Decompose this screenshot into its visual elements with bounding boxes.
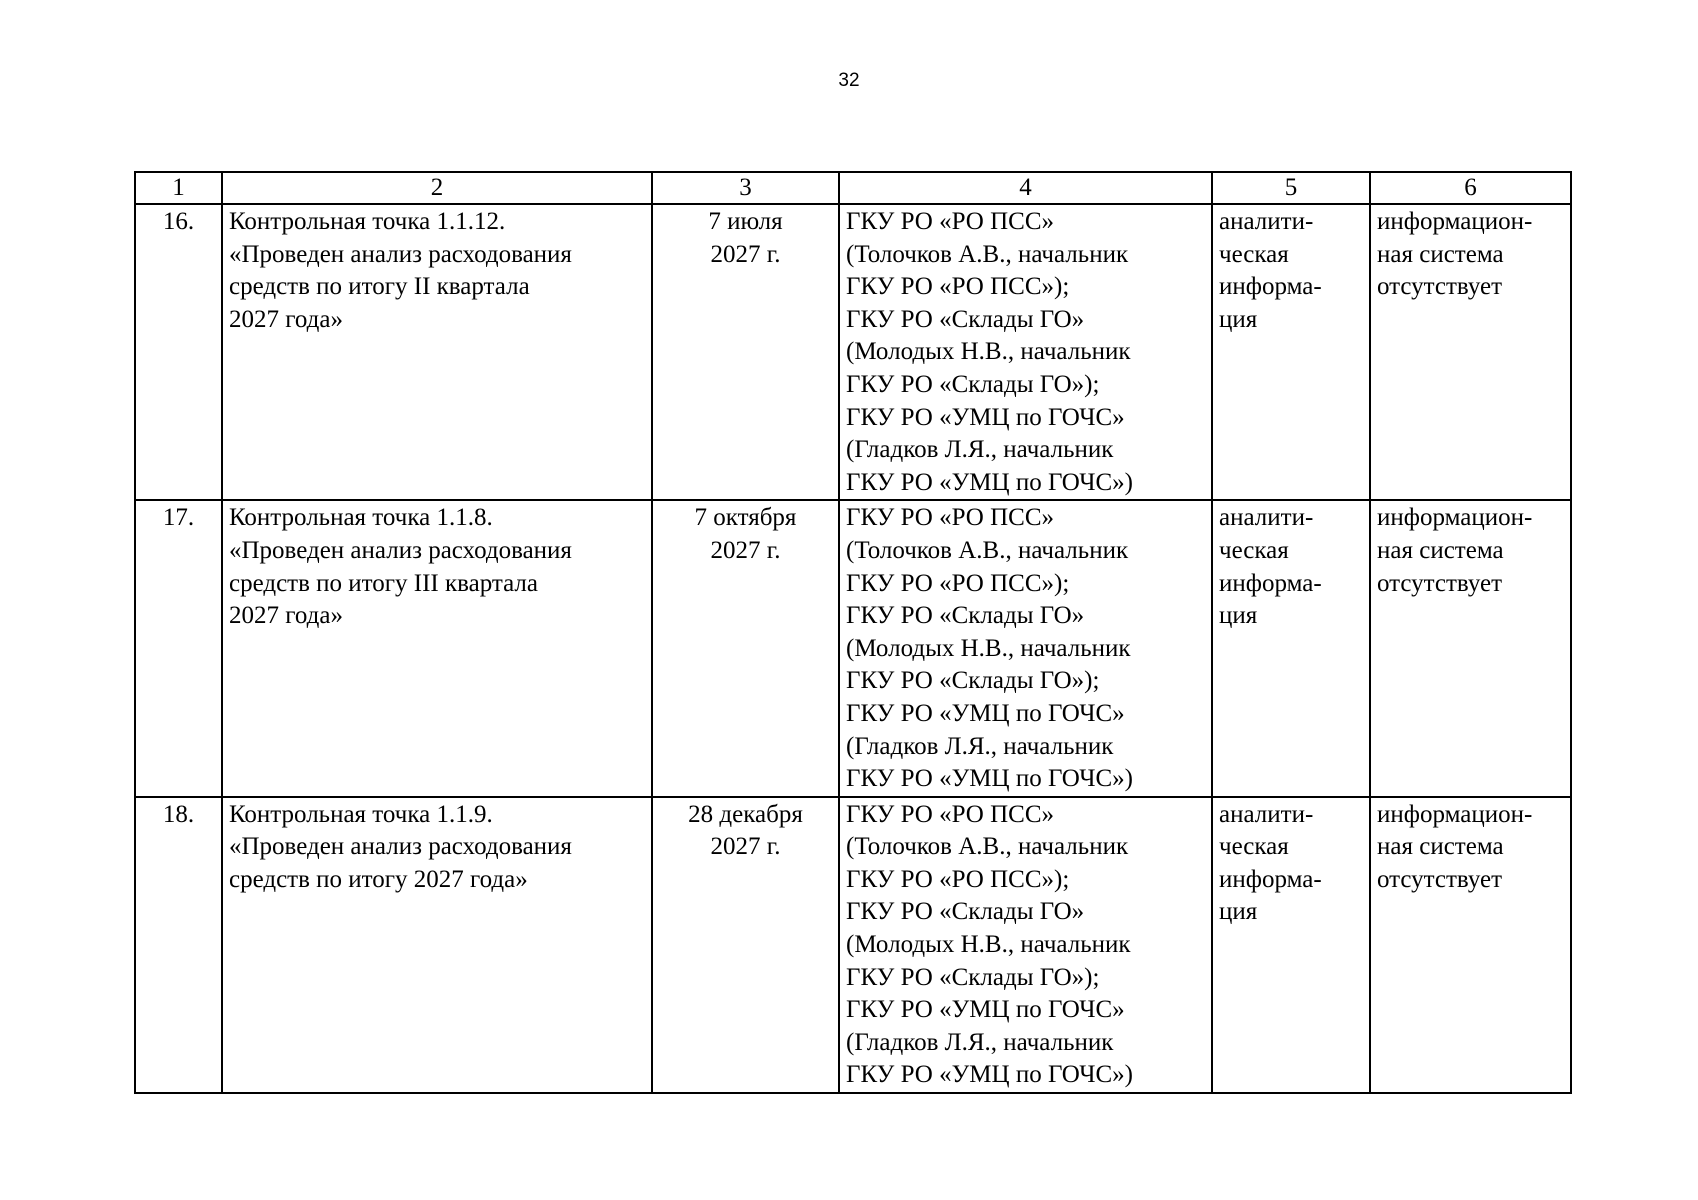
column-header: 4 xyxy=(839,172,1212,204)
event-line: средств по итогу III квартала xyxy=(229,569,538,597)
table-row xyxy=(135,797,1571,1093)
document-line: ция xyxy=(1219,305,1258,333)
table-row xyxy=(135,204,1571,500)
row-number: 18. xyxy=(135,797,222,1093)
responsible-line: ГКУ РО «Склады ГО»); xyxy=(846,667,1100,695)
responsible-line: ГКУ РО «Склады ГО»); xyxy=(846,370,1100,398)
document-line: ция xyxy=(1219,602,1258,630)
responsible-cell xyxy=(839,204,1212,500)
responsible-line: ГКУ РО «РО ПСС» xyxy=(846,504,1055,532)
responsible-line: (Гладков Л.Я., начальник xyxy=(846,436,1114,464)
column-header: 6 xyxy=(1370,172,1571,204)
responsible-line: (Гладков Л.Я., начальник xyxy=(846,1028,1114,1056)
document-line: аналити- xyxy=(1219,800,1314,828)
info-system-line: отсутствует xyxy=(1377,569,1503,597)
responsible-line: ГКУ РО «Склады ГО» xyxy=(846,898,1085,926)
date-line: 2027 г. xyxy=(710,833,781,861)
document-line: ция xyxy=(1219,898,1258,926)
row-number: 17. xyxy=(135,500,222,796)
event-line: 2027 года» xyxy=(229,602,343,630)
document-line: информа- xyxy=(1219,273,1322,301)
responsible-line: ГКУ РО «УМЦ по ГОЧС» xyxy=(846,996,1125,1024)
info-system-line: ная система xyxy=(1377,536,1504,564)
responsible-line: ГКУ РО «УМЦ по ГОЧС» xyxy=(846,403,1125,431)
event-line: «Проведен анализ расходования xyxy=(229,833,572,861)
date-line: 2027 г. xyxy=(710,536,781,564)
event-line: Контрольная точка 1.1.9. xyxy=(229,800,493,828)
responsible-line: (Молодых Н.В., начальник xyxy=(846,338,1131,366)
responsible-line: (Молодых Н.В., начальник xyxy=(846,931,1131,959)
responsible-line: ГКУ РО «УМЦ по ГОЧС») xyxy=(846,765,1133,793)
event-cell xyxy=(222,797,652,1093)
document-line: аналити- xyxy=(1219,504,1314,532)
date-cell xyxy=(652,204,839,500)
responsible-line: ГКУ РО «Склады ГО» xyxy=(846,602,1085,630)
responsible-cell xyxy=(839,500,1212,796)
responsible-line: (Гладков Л.Я., начальник xyxy=(846,732,1114,760)
column-header: 3 xyxy=(652,172,839,204)
document-line: информа- xyxy=(1219,865,1322,893)
responsible-line: ГКУ РО «РО ПСС» xyxy=(846,208,1055,235)
responsible-line: ГКУ РО «РО ПСС»); xyxy=(846,273,1070,301)
event-line: средств по итогу II квартала xyxy=(229,273,530,301)
responsible-line: (Толочков А.В., начальник xyxy=(846,240,1129,268)
date-line: 7 июля xyxy=(708,208,783,235)
date-cell xyxy=(652,797,839,1093)
document-cell xyxy=(1212,797,1370,1093)
responsible-line: (Толочков А.В., начальник xyxy=(846,833,1129,861)
info-system-line: информацион- xyxy=(1377,208,1533,235)
event-line: «Проведен анализ расходования xyxy=(229,240,572,268)
responsible-line: ГКУ РО «РО ПСС»); xyxy=(846,865,1070,893)
info-system-line: информацион- xyxy=(1377,800,1533,828)
column-number-row xyxy=(135,172,1571,204)
info-system-line: ная система xyxy=(1377,833,1504,861)
event-line: Контрольная точка 1.1.12. xyxy=(229,208,506,235)
info-system-cell xyxy=(1370,500,1571,796)
responsible-line: ГКУ РО «УМЦ по ГОЧС» xyxy=(846,699,1125,727)
info-system-cell xyxy=(1370,797,1571,1093)
document-cell xyxy=(1212,500,1370,796)
responsible-line: ГКУ РО «РО ПСС»); xyxy=(846,569,1070,597)
responsible-line: ГКУ РО «РО ПСС» xyxy=(846,800,1055,828)
responsible-line: (Молодых Н.В., начальник xyxy=(846,634,1131,662)
document-line: ческая xyxy=(1219,536,1289,564)
row-number: 16. xyxy=(135,204,222,500)
document-line: аналити- xyxy=(1219,208,1314,235)
responsible-line: (Толочков А.В., начальник xyxy=(846,536,1129,564)
event-cell xyxy=(222,204,652,500)
info-system-line: отсутствует xyxy=(1377,273,1503,301)
date-cell xyxy=(652,500,839,796)
date-line: 28 декабря xyxy=(688,800,803,828)
control-points-table xyxy=(134,171,1572,1094)
document-line: информа- xyxy=(1219,569,1322,597)
info-system-line: информацион- xyxy=(1377,504,1533,532)
date-line: 7 октября xyxy=(694,504,797,532)
table-row xyxy=(135,500,1571,796)
document-line: ческая xyxy=(1219,833,1289,861)
event-line: Контрольная точка 1.1.8. xyxy=(229,504,493,532)
date-line: 2027 г. xyxy=(710,240,781,268)
responsible-cell xyxy=(839,797,1212,1093)
info-system-cell xyxy=(1370,204,1571,500)
responsible-line: ГКУ РО «Склады ГО»); xyxy=(846,963,1100,991)
responsible-line: ГКУ РО «Склады ГО» xyxy=(846,305,1085,333)
info-system-line: отсутствует xyxy=(1377,865,1503,893)
event-line: «Проведен анализ расходования xyxy=(229,536,572,564)
page-number: 32 xyxy=(838,70,860,91)
responsible-line: ГКУ РО «УМЦ по ГОЧС») xyxy=(846,468,1133,496)
document-line: ческая xyxy=(1219,240,1289,268)
event-cell xyxy=(222,500,652,796)
document-cell xyxy=(1212,204,1370,500)
column-header: 1 xyxy=(135,172,222,204)
event-line: средств по итогу 2027 года» xyxy=(229,865,528,893)
info-system-line: ная система xyxy=(1377,240,1504,268)
responsible-line: ГКУ РО «УМЦ по ГОЧС») xyxy=(846,1061,1133,1089)
event-line: 2027 года» xyxy=(229,305,343,333)
column-header: 5 xyxy=(1212,172,1370,204)
column-header: 2 xyxy=(222,172,652,204)
